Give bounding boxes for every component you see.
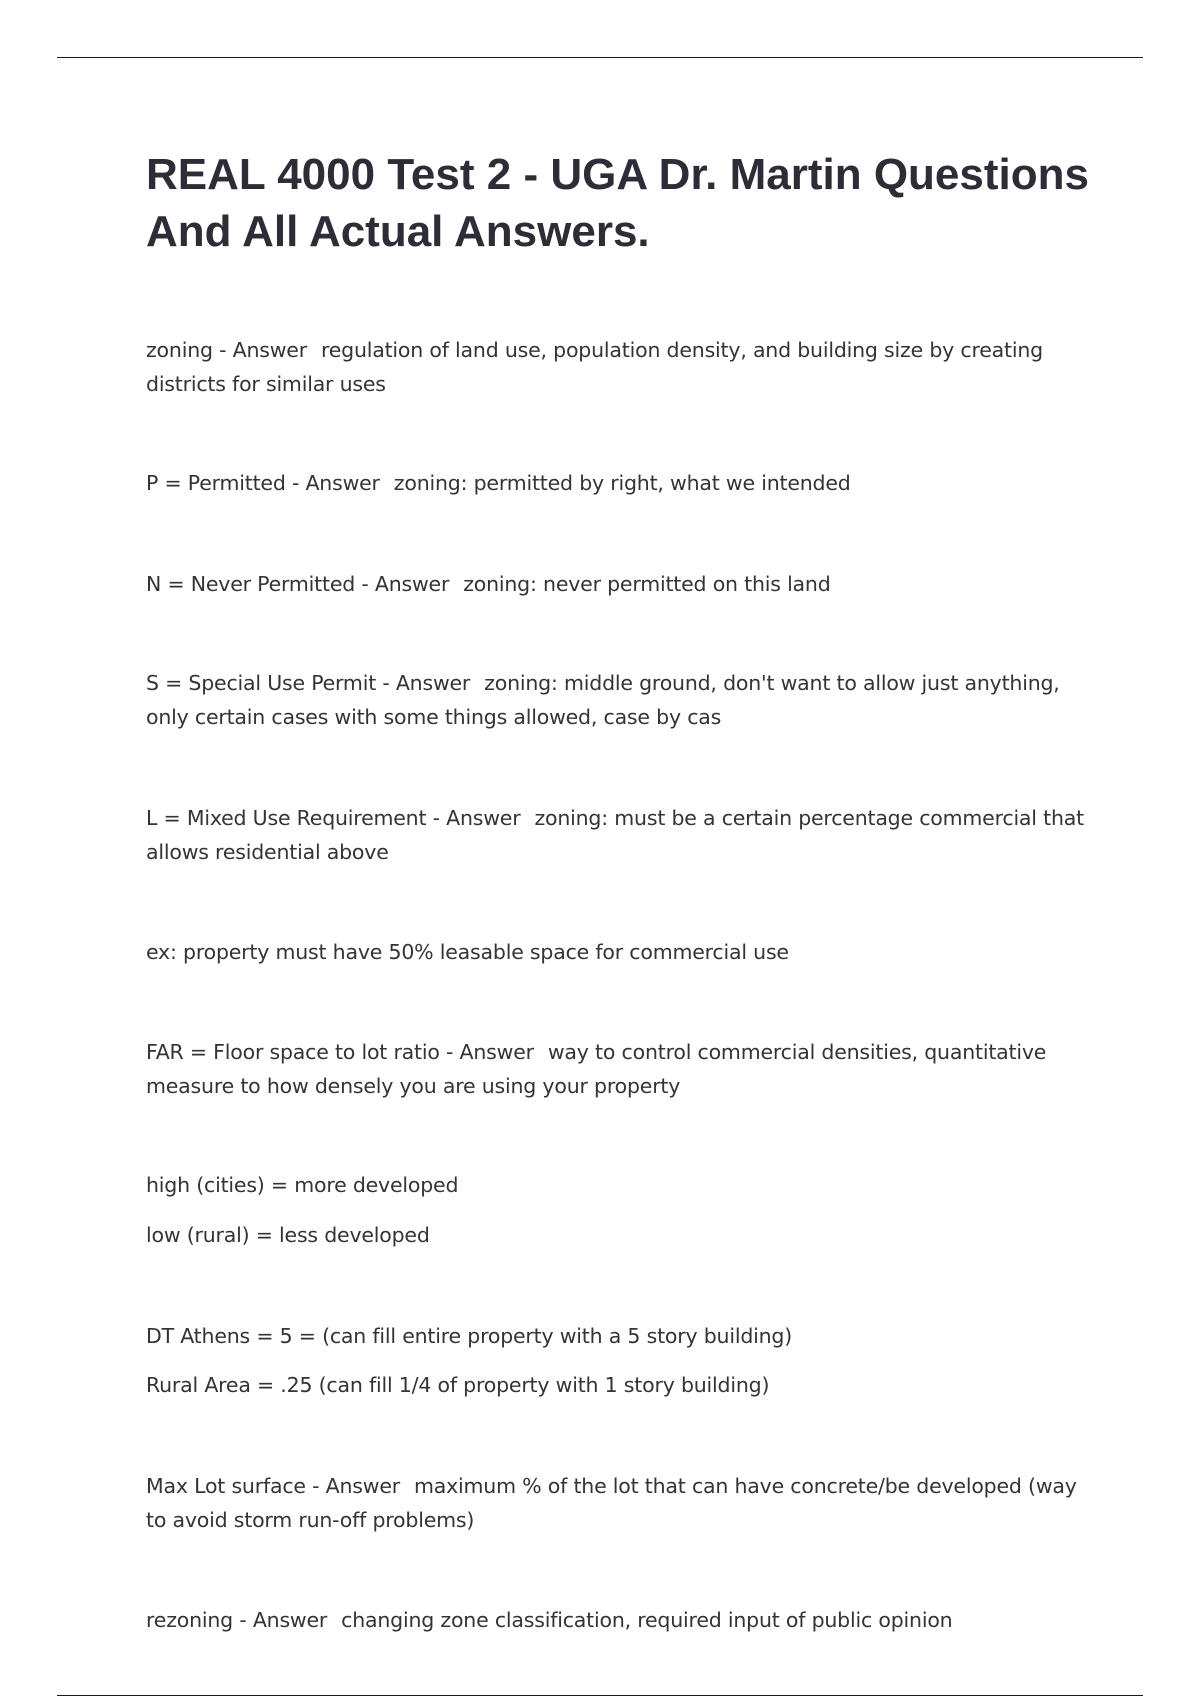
entry-definition: zoning: permitted by right, what we intended xyxy=(393,471,851,495)
entry-permitted xyxy=(146,466,1096,500)
entry-far xyxy=(146,1035,1096,1103)
answer-separator: - Answer xyxy=(212,338,307,362)
entry-rezoning xyxy=(146,1603,1096,1637)
entry-term: N = Never Permitted xyxy=(146,572,356,596)
entry-definition: regulation of land use, population density, and building size by creating districts for similar uses xyxy=(146,338,1043,396)
entry-max-lot-surface xyxy=(146,1469,1096,1537)
top-divider xyxy=(57,57,1143,58)
entry-never-permitted xyxy=(146,567,1096,601)
bottom-divider xyxy=(57,1695,1143,1696)
note-mixed-use-example: ex: property must have 50% leasable space for commercial use xyxy=(146,940,789,964)
entry-definition: zoning: middle ground, don't want to allow just anything, only certain cases with some things allowed, case by cas xyxy=(146,671,1060,729)
entry-term: rezoning xyxy=(146,1608,233,1632)
entry-term: FAR = Floor space to lot ratio xyxy=(146,1040,440,1064)
entry-definition: way to control commercial densities, quantitative measure to how densely you are using your property xyxy=(146,1040,1047,1098)
entry-definition: maximum % of the lot that can have concrete/be developed (way to avoid storm run-off problems) xyxy=(146,1474,1077,1532)
entry-term: S = Special Use Permit xyxy=(146,671,377,695)
entry-definition: zoning: must be a certain percentage commercial that allows residential above xyxy=(146,806,1084,864)
entry-term: zoning xyxy=(146,338,213,362)
answer-separator: - Answer xyxy=(233,1608,328,1632)
entry-mixed-use xyxy=(146,801,1096,869)
entry-term: Max Lot surface xyxy=(146,1474,306,1498)
note-far-dt-athens: DT Athens = 5 = (can fill entire property with a 5 story building) xyxy=(146,1324,793,1348)
document-title: REAL 4000 Test 2 - UGA Dr. Martin Questions And All Actual Answers. xyxy=(146,150,1089,256)
note-far-low: low (rural) = less developed xyxy=(146,1223,430,1247)
answer-separator: - Answer xyxy=(376,671,471,695)
entry-zoning xyxy=(146,333,1096,401)
answer-separator: - Answer xyxy=(426,806,521,830)
entry-definition: changing zone classification, required input of public opinion xyxy=(341,1608,953,1632)
answer-separator: - Answer xyxy=(439,1040,534,1064)
entry-special-use-permit xyxy=(146,666,1096,734)
answer-separator: - Answer xyxy=(305,1474,400,1498)
note-far-high: high (cities) = more developed xyxy=(146,1173,459,1197)
note-far-rural-area: Rural Area = .25 (can fill 1/4 of property with 1 story building) xyxy=(146,1373,770,1397)
entry-term: P = Permitted xyxy=(146,471,286,495)
entry-term: L = Mixed Use Requirement xyxy=(146,806,427,830)
answer-separator: - Answer xyxy=(355,572,450,596)
answer-separator: - Answer xyxy=(285,471,380,495)
entry-definition: zoning: never permitted on this land xyxy=(463,572,831,596)
